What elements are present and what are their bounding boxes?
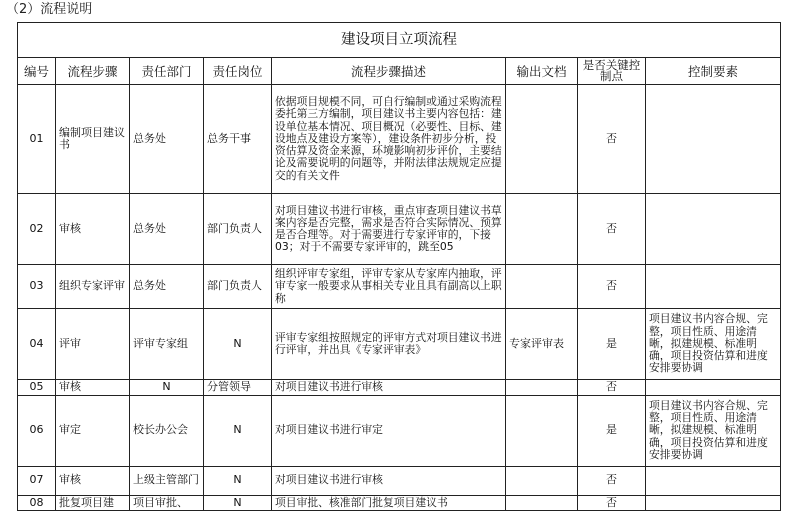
cell-control xyxy=(646,265,781,309)
cell-keypoint: 否 xyxy=(578,380,646,396)
header-keypoint: 是否关键控制点 xyxy=(578,58,646,85)
cell-desc: 对项目建议书进行审核，重点审查项目建议书草案内容是否完整，需求是否符合实际情况、预算是否合理等。对于需要进行专家评审的，下接03；对于不需要专家评审的，跳至05 xyxy=(272,194,506,265)
cell-step: 审核 xyxy=(56,194,130,265)
cell-step: 审核 xyxy=(56,466,130,495)
cell-keypoint: 否 xyxy=(578,85,646,194)
process-table xyxy=(17,22,781,511)
cell-control xyxy=(646,495,781,511)
cell-control xyxy=(646,380,781,396)
cell-output xyxy=(506,265,578,309)
cell-post: 分管领导 xyxy=(204,380,272,396)
cell-output xyxy=(506,466,578,495)
cell-dept: 项目审批、 xyxy=(130,495,204,511)
table-row xyxy=(18,466,781,495)
cell-dept: 总务处 xyxy=(130,265,204,309)
cell-keypoint: 否 xyxy=(578,265,646,309)
table-title: 建设项目立项流程 xyxy=(18,23,781,58)
cell-step: 审定 xyxy=(56,395,130,466)
cell-dept: 评审专家组 xyxy=(130,309,204,380)
cell-desc: 对项目建议书进行审核 xyxy=(272,380,506,396)
cell-no: 05 xyxy=(18,380,56,396)
cell-post: N xyxy=(204,495,272,511)
cell-dept: 总务处 xyxy=(130,194,204,265)
header-no: 编号 xyxy=(18,58,56,85)
cell-output xyxy=(506,395,578,466)
cell-keypoint: 是 xyxy=(578,395,646,466)
cell-step: 编制项目建议书 xyxy=(56,85,130,194)
table-row xyxy=(18,309,781,380)
cell-no: 01 xyxy=(18,85,56,194)
cell-step: 评审 xyxy=(56,309,130,380)
cell-step: 审核 xyxy=(56,380,130,396)
cell-post: N xyxy=(204,395,272,466)
cell-post: 总务干事 xyxy=(204,85,272,194)
header-desc: 流程步骤描述 xyxy=(272,58,506,85)
cell-control xyxy=(646,466,781,495)
header-step: 流程步骤 xyxy=(56,58,130,85)
cell-output xyxy=(506,194,578,265)
cell-output xyxy=(506,495,578,511)
cell-keypoint: 否 xyxy=(578,495,646,511)
header-post: 责任岗位 xyxy=(204,58,272,85)
table-row xyxy=(18,85,781,194)
cell-post: N xyxy=(204,309,272,380)
cell-step: 批复项目建 xyxy=(56,495,130,511)
table-header-row xyxy=(18,58,781,85)
cell-post: 部门负责人 xyxy=(204,265,272,309)
cell-no: 08 xyxy=(18,495,56,511)
cell-output: 专家评审表 xyxy=(506,309,578,380)
cell-control: 项目建议书内容合规、完整，项目性质、用途清晰，拟建规模、标准明确，项目投资估算和进度安排要协调 xyxy=(646,395,781,466)
cell-post: N xyxy=(204,466,272,495)
cell-output xyxy=(506,85,578,194)
cell-control xyxy=(646,85,781,194)
header-control: 控制要素 xyxy=(646,58,781,85)
cell-no: 06 xyxy=(18,395,56,466)
cell-keypoint: 否 xyxy=(578,466,646,495)
cell-desc: 依据项目规模不同，可自行编制或通过采购流程委托第三方编制，项目建议书主要内容包括：建设单位基本情况、项目概况（必要性、目标、建设地点及建设方案等），建设条件初步分析，投资估算及资金来源，环境影响初步评价，主要结论及需要说明的问题等，并附法律法规规定应提交的有关文件 xyxy=(272,85,506,194)
table-row xyxy=(18,495,781,511)
cell-no: 07 xyxy=(18,466,56,495)
header-output: 输出文档 xyxy=(506,58,578,85)
cell-output xyxy=(506,380,578,396)
cell-keypoint: 否 xyxy=(578,194,646,265)
cell-control xyxy=(646,194,781,265)
cell-desc: 项目审批、核准部门批复项目建议书 xyxy=(272,495,506,511)
cell-no: 04 xyxy=(18,309,56,380)
header-dept: 责任部门 xyxy=(130,58,204,85)
cell-no: 03 xyxy=(18,265,56,309)
table-row xyxy=(18,194,781,265)
cell-post: 部门负责人 xyxy=(204,194,272,265)
cell-desc: 对项目建议书进行审核 xyxy=(272,466,506,495)
cell-keypoint: 是 xyxy=(578,309,646,380)
process-table-wrapper xyxy=(17,22,780,511)
cell-desc: 对项目建议书进行审定 xyxy=(272,395,506,466)
cell-dept: 总务处 xyxy=(130,85,204,194)
cell-desc: 组织评审专家组，评审专家从专家库内抽取，评审专家一般要求从事相关专业且具有副高以上职称 xyxy=(272,265,506,309)
cell-no: 02 xyxy=(18,194,56,265)
table-row xyxy=(18,380,781,396)
table-row xyxy=(18,265,781,309)
cell-desc: 评审专家组按照规定的评审方式对项目建议书进行评审，并出具《专家评审表》 xyxy=(272,309,506,380)
cell-dept: 上级主管部门 xyxy=(130,466,204,495)
cell-control: 项目建议书内容合规、完整，项目性质、用途清晰，拟建规模、标准明确，项目投资估算和进度安排要协调 xyxy=(646,309,781,380)
cell-step: 组织专家评审 xyxy=(56,265,130,309)
table-row xyxy=(18,395,781,466)
cell-dept: 校长办公会 xyxy=(130,395,204,466)
section-heading: （2）流程说明 xyxy=(6,2,93,17)
cell-dept: N xyxy=(130,380,204,396)
